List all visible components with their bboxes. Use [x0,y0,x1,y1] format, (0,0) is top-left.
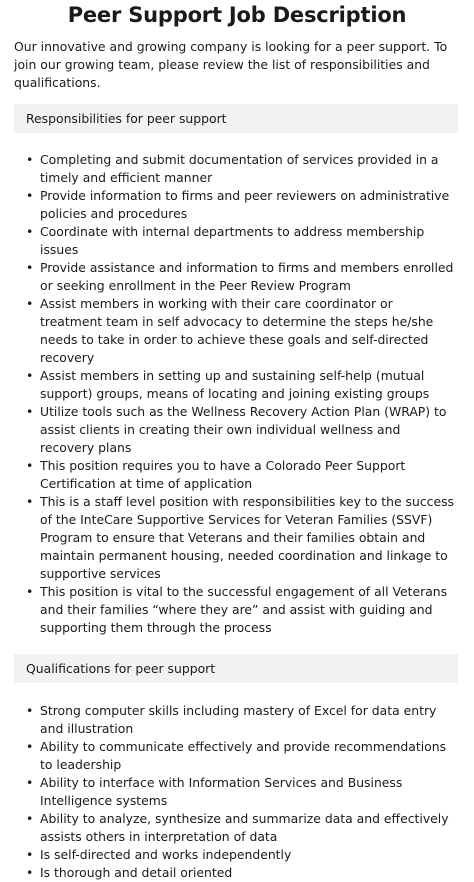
list-item: • Provide information to firms and peer reviewers on administrative policies and procedures [26,187,458,223]
list-item: • Strong computer skills including mastery of Excel for data entry and illustration [26,702,458,738]
list-item: • Ability to analyze, synthesize and summarize data and effectively assists others in interpretation of data [26,810,458,846]
responsibilities-heading: Responsibilities for peer support [14,104,458,133]
intro-paragraph: Our innovative and growing company is looking for a peer support. To join our growing team, please review the list of responsibilities and qualifications. [14,39,448,90]
list-item: • This position requires you to have a Colorado Peer Support Certification at time of application [26,457,458,493]
list-item: • Assist members in working with their care coordinator or treatment team in self advocacy to determine the steps he/she needs to take in order to achieve these goals and self-directed recovery [26,295,458,367]
list-item: • Provide assistance and information to firms and members enrolled or seeking enrollment in the Peer Review Program [26,259,458,295]
list-item: • Completing and submit documentation of services provided in a timely and efficient manner [26,151,458,187]
list-item: • Utilize tools such as the Wellness Recovery Action Plan (WRAP) to assist clients in creating their own individual wellness and recovery plans [26,403,458,457]
list-item: • Ability to interface with Information Services and Business Intelligence systems [26,774,458,810]
qualifications-list [0,702,474,882]
list-item: • Is thorough and detail oriented [26,864,458,882]
responsibilities-list [0,151,474,637]
list-item: • This is a staff level position with responsibilities key to the success of the InteCare Supportive Services for Veteran Families (SSVF) Program to ensure that Veterans and their families obtain and maintain permanent housing, needed coordination and linkage to supportive services [26,493,458,583]
list-item: • Assist members in setting up and sustaining self-help (mutual support) groups, means of locating and joining existing groups [26,367,458,403]
list-item: • Ability to communicate effectively and provide recommendations to leadership [26,738,458,774]
list-item: • Coordinate with internal departments to address membership issues [26,223,458,259]
page-title: Peer Support Job Description [67,3,407,27]
list-item: • This position is vital to the successful engagement of all Veterans and their families “where they are” and assist with guiding and supporting them through the process [26,583,458,637]
qualifications-heading: Qualifications for peer support [14,654,458,683]
list-item: • Is self-directed and works independently [26,846,458,864]
